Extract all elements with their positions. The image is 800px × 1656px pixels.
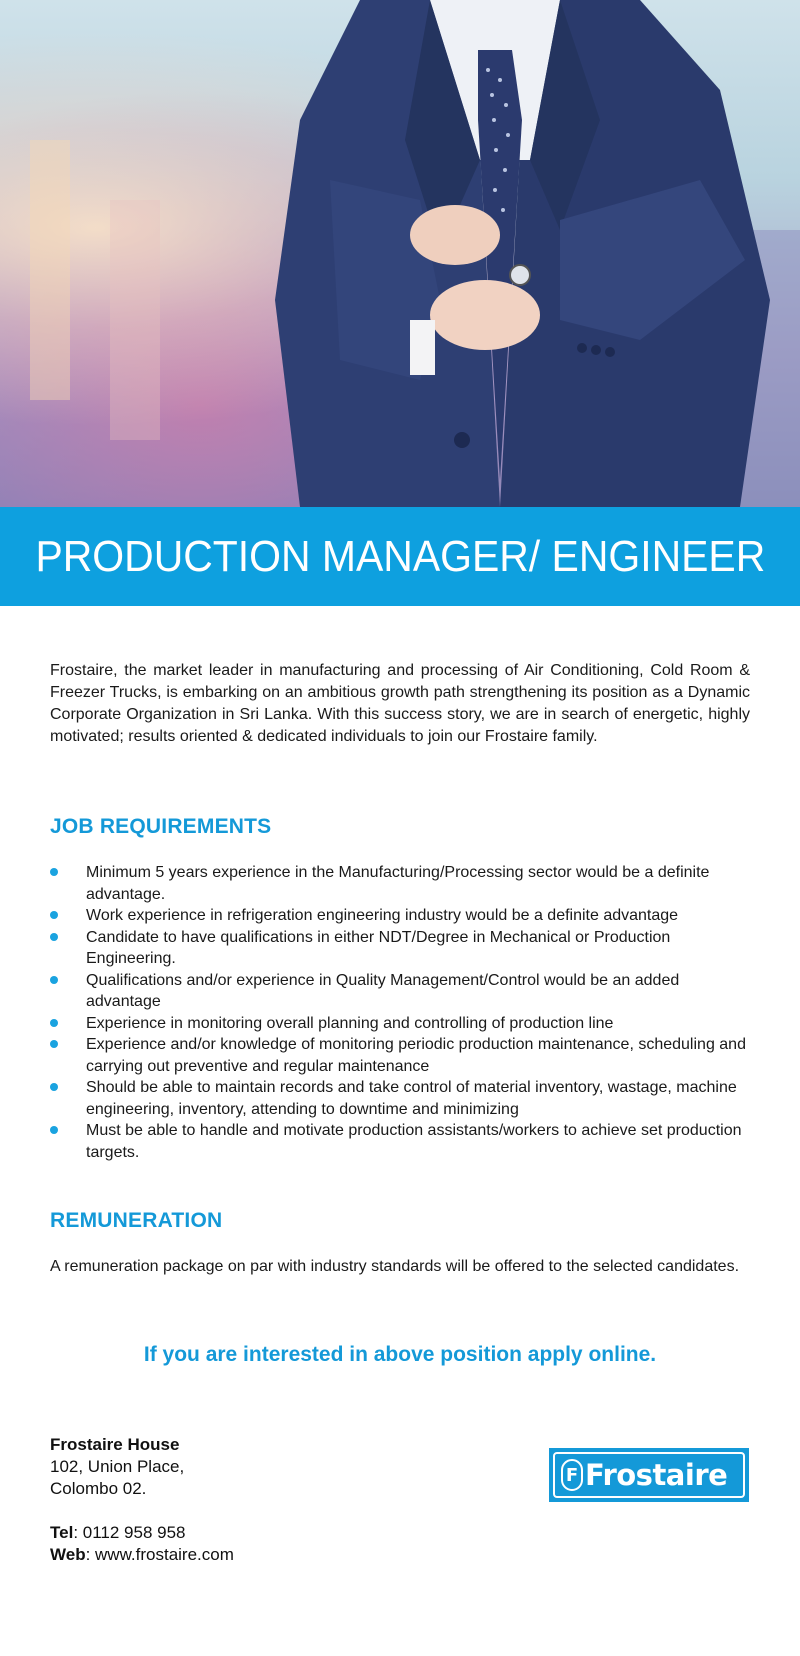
list-item-text: Experience in monitoring overall planning and controlling of production line bbox=[86, 1014, 614, 1032]
apply-online-callout: If you are interested in above position apply online. bbox=[143, 1343, 657, 1366]
website-link[interactable]: : www.frostaire.com bbox=[85, 1545, 234, 1564]
bullet-icon bbox=[50, 933, 58, 941]
company-name: Frostaire House bbox=[50, 1435, 180, 1454]
bullet-icon bbox=[50, 976, 58, 984]
bullet-icon bbox=[50, 1040, 58, 1048]
list-item bbox=[50, 1034, 750, 1077]
bullet-icon bbox=[50, 1083, 58, 1091]
spacer bbox=[50, 1500, 234, 1522]
list-item-text: Qualifications and/or experience in Quality Management/Control would be an added advantage bbox=[86, 971, 680, 1010]
intro-section bbox=[50, 660, 750, 748]
hero-photo bbox=[0, 0, 800, 507]
job-title: PRODUCTION MANAGER/ ENGINEER bbox=[35, 531, 765, 581]
address-line-2: Colombo 02. bbox=[50, 1479, 147, 1498]
list-item bbox=[50, 1013, 750, 1035]
requirements-heading: JOB REQUIREMENTS bbox=[50, 815, 272, 838]
title-banner bbox=[0, 507, 800, 606]
logo-frame bbox=[553, 1452, 745, 1498]
logo-wordmark: Frostaire bbox=[585, 1458, 728, 1492]
list-item bbox=[50, 970, 750, 1013]
bullet-icon bbox=[50, 868, 58, 876]
phone-label: Tel bbox=[50, 1523, 74, 1542]
phone-number: : 0112 958 958 bbox=[73, 1523, 186, 1542]
list-item-text: Experience and/or knowledge of monitoring periodic production maintenance, scheduling and carrying out preventive and regular maintenance bbox=[86, 1036, 746, 1075]
list-item bbox=[50, 927, 750, 970]
list-item-text: Must be able to handle and motivate production assistants/workers to achieve set production targets. bbox=[86, 1122, 742, 1161]
address-line-1: 102, Union Place, bbox=[50, 1457, 185, 1476]
list-item bbox=[50, 862, 750, 905]
remuneration-heading: REMUNERATION bbox=[50, 1209, 223, 1232]
logo-emblem-icon: F bbox=[561, 1459, 583, 1491]
list-item bbox=[50, 905, 750, 927]
list-item bbox=[50, 1120, 750, 1163]
remuneration-text: A remuneration package on par with industry standards will be offered to the selected candidates. bbox=[50, 1258, 740, 1275]
contact-block bbox=[50, 1434, 234, 1566]
list-item bbox=[50, 1077, 750, 1120]
bullet-icon bbox=[50, 1019, 58, 1027]
bullet-icon bbox=[50, 1126, 58, 1134]
web-line[interactable] bbox=[50, 1544, 234, 1566]
web-label: Web bbox=[50, 1545, 86, 1564]
list-item-text: Should be able to maintain records and take control of material inventory, wastage, machine engineering, inventory, attending to downtime and minimizing bbox=[86, 1079, 737, 1118]
requirements-list bbox=[50, 862, 750, 1163]
phone-line bbox=[50, 1522, 234, 1544]
businessman-illustration bbox=[0, 0, 800, 507]
bullet-icon bbox=[50, 911, 58, 919]
list-item-text: Candidate to have qualifications in either NDT/Degree in Mechanical or Production Engineering. bbox=[86, 928, 671, 967]
intro-paragraph: Frostaire, the market leader in manufacturing and processing of Air Conditioning, Cold Room & Freezer Trucks, is embarking on an ambitious growth path strengthening its position as a Dynamic Corporate Organization in Sri Lanka. With this success story, we are in search of energetic, highly motivated; results oriented & dedicated individuals to join our Frostaire family. bbox=[50, 662, 750, 745]
list-item-text: Work experience in refrigeration engineering industry would be a definite advantage bbox=[86, 907, 679, 924]
frostaire-logo bbox=[549, 1448, 749, 1502]
list-item-text: Minimum 5 years experience in the Manufacturing/Processing sector would be a definite advantage. bbox=[86, 864, 710, 903]
